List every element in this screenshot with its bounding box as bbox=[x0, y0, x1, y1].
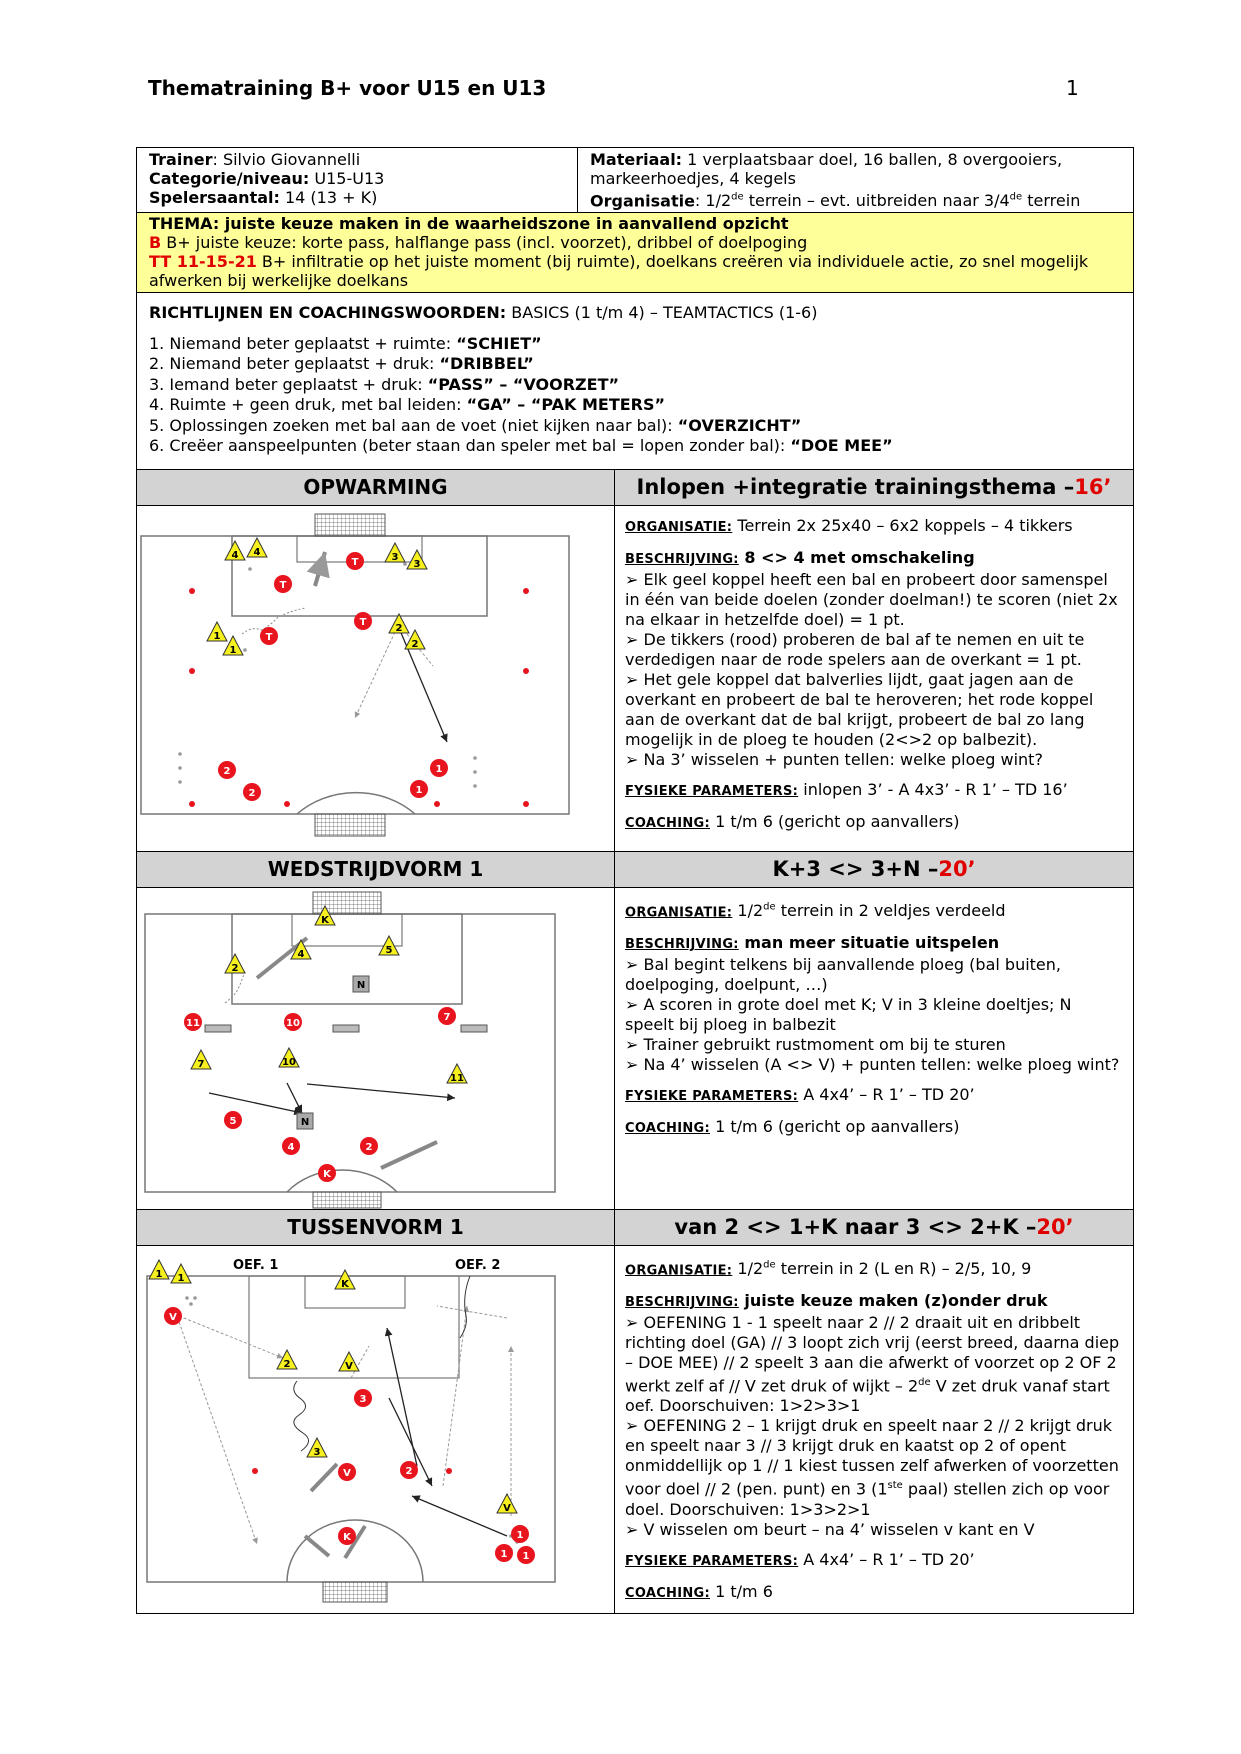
svg-text:1: 1 bbox=[500, 1548, 508, 1560]
organisatie-label: ORGANISATIE: bbox=[625, 905, 733, 921]
basics-text: B+ juiste keuze: korte pass, halflange pass (incl. voorzet), dribbel of doelpoging bbox=[161, 233, 808, 253]
text-wedstrijdvorm bbox=[615, 888, 1133, 1209]
pitch-diagram bbox=[137, 888, 614, 1209]
svg-text:1: 1 bbox=[213, 630, 221, 642]
svg-text:5: 5 bbox=[385, 944, 393, 956]
section-subtitle: Inlopen +integratie trainingsthema – 16’ bbox=[636, 475, 1112, 500]
oef1-label: OEF. 1 bbox=[233, 1257, 279, 1273]
spelers-value: 14 (13 + K) bbox=[284, 188, 378, 207]
organisatie-value: : 1/2de terrein – evt. uitbreiden naar 3/4de terrein bbox=[694, 191, 1081, 211]
svg-text:2: 2 bbox=[395, 622, 403, 634]
richtlijnen-block bbox=[137, 293, 1133, 470]
bullet-item: ➢ OEFENING 2 – 1 krijgt druk en speelt naar 2 // 2 krijgt druk en speelt naar 3 // 3 krijgt druk en kaatst op 2 of opent onmiddellijk op 1 // 1 kiest tussen zelf afwerken of voorzetten voor doel // 2 (pen. punt) en 3 (1ste paal) stellen zich op voor doel. Doorschuiven: 1>3>2>1 bbox=[625, 1416, 1119, 1519]
organisatie-label: ORGANISATIE: bbox=[625, 519, 733, 535]
svg-text:N: N bbox=[356, 979, 366, 991]
bullet-item: ➢ De tikkers (rood) proberen de bal af te nemen en uit te verdedigen naar de rode spelers aan de overkant = 1 pt. bbox=[625, 629, 1085, 669]
coaching-label: COACHING: bbox=[625, 815, 711, 831]
svg-text:T: T bbox=[351, 556, 359, 568]
svg-text:V: V bbox=[503, 1502, 511, 1514]
svg-text:10: 10 bbox=[282, 1056, 296, 1068]
fysieke-text: A 4x4’ – R 1’ – TD 20’ bbox=[798, 1085, 975, 1105]
richtlijn-item: 2. Niemand beter geplaatst + druk: “DRIBBEL” bbox=[149, 354, 534, 374]
bullet-item: ➢ Het gele koppel dat balverlies lijdt, gaat jagen aan de overkant en probeert de bal te heroveren; het rode koppel aan de overkant dat de bal krijgt, probeert de bal zo lang mogelijk in de ploeg te houden (2<>2 op balbezit). bbox=[625, 669, 1094, 749]
beschrijving-label: BESCHRIJVING: bbox=[625, 937, 739, 953]
svg-text:T: T bbox=[359, 616, 367, 628]
section-title: WEDSTRIJDVORM 1 bbox=[137, 852, 615, 887]
svg-text:3: 3 bbox=[359, 1393, 367, 1405]
svg-text:V: V bbox=[169, 1311, 177, 1323]
richtlijn-item: 1. Niemand beter geplaatst + ruimte: “SCHIET” bbox=[149, 333, 542, 353]
bullet-item: ➢ A scoren in grote doel met K; V in 3 kleine doeltjes; N speelt bij ploeg in balbezit bbox=[625, 995, 1072, 1035]
info-row bbox=[137, 148, 1133, 212]
materiaal-label: Materiaal: bbox=[590, 150, 683, 169]
svg-text:2: 2 bbox=[411, 638, 419, 650]
svg-text:2: 2 bbox=[283, 1358, 291, 1370]
bullet-item: ➢ Bal begint telkens bij aanvallende ploeg (bal buiten, doelpoging, doelpunt, …) bbox=[625, 955, 1061, 995]
thema-title: THEMA: juiste keuze maken in de waarheidszone in aanvallend opzicht bbox=[149, 214, 789, 234]
bullet-item: ➢ OEFENING 1 - 1 speelt naar 2 // 2 draait uit en dribbelt richting doel (GA) // 3 loopt zich vrij (eerst breed, daarna diep – DOE MEE) // 2 speelt 3 aan die afwerkt of voorzet op 2 OF 2 werkt zelf af // V zet druk of wijkt – 2de V zet druk vanaf start oef. Doorschuiven: 1>2>3>1 bbox=[625, 1313, 1120, 1416]
pitch-diagram bbox=[137, 506, 614, 851]
svg-text:K: K bbox=[323, 1168, 331, 1180]
svg-text:4: 4 bbox=[231, 549, 239, 561]
bullet-item: ➢ Na 3’ wisselen + punten tellen: welke ploeg wint? bbox=[625, 749, 1043, 769]
fysieke-label: FYSIEKE PARAMETERS: bbox=[625, 783, 799, 799]
svg-text:K: K bbox=[341, 1278, 349, 1290]
basics-label: B bbox=[149, 233, 162, 253]
svg-text:3: 3 bbox=[413, 558, 421, 570]
svg-text:3: 3 bbox=[313, 1446, 321, 1458]
beschrijving-title: juiste keuze maken (z)onder druk bbox=[738, 1291, 1048, 1311]
coaching-label: COACHING: bbox=[625, 1121, 711, 1137]
coaching-text: 1 t/m 6 (gericht op aanvallers) bbox=[710, 811, 960, 831]
bullet-item: ➢ Trainer gebruikt rustmoment om bij te sturen bbox=[625, 1035, 1006, 1055]
categorie-value: U15-U13 bbox=[314, 169, 385, 188]
svg-text:1: 1 bbox=[229, 644, 237, 656]
svg-text:V: V bbox=[345, 1360, 353, 1372]
fysieke-label: FYSIEKE PARAMETERS: bbox=[625, 1089, 799, 1105]
svg-text:2: 2 bbox=[223, 765, 231, 777]
training-sheet bbox=[136, 147, 1134, 1614]
section-title: OPWARMING bbox=[137, 470, 615, 505]
organisatie-label: Organisatie bbox=[590, 191, 695, 211]
svg-text:4: 4 bbox=[287, 1141, 295, 1153]
section-body-wedstrijdvorm bbox=[137, 888, 1133, 1210]
coaching-text: 1 t/m 6 bbox=[710, 1581, 773, 1601]
svg-text:1: 1 bbox=[435, 763, 443, 775]
text-opwarming bbox=[615, 506, 1133, 851]
richtlijn-item: 5. Oplossingen zoeken met bal aan de voet (niet kijken naar bal): “OVERZICHT” bbox=[149, 415, 802, 435]
beschrijving-label: BESCHRIJVING: bbox=[625, 551, 739, 567]
svg-text:4: 4 bbox=[253, 546, 261, 558]
svg-text:1: 1 bbox=[415, 784, 423, 796]
svg-text:K: K bbox=[321, 914, 329, 926]
trainer-label: Trainer bbox=[149, 150, 213, 169]
oef2-label: OEF. 2 bbox=[455, 1257, 501, 1273]
section-duration: 20’ bbox=[938, 857, 976, 882]
svg-text:7: 7 bbox=[443, 1011, 451, 1023]
svg-text:1: 1 bbox=[155, 1268, 163, 1280]
teamtactics-label: TT 11-15-21 bbox=[149, 252, 257, 272]
bullet-item: ➢ Na 4’ wisselen (A <> V) + punten tellen: welke ploeg wint? bbox=[625, 1055, 1120, 1075]
organisatie-label: ORGANISATIE: bbox=[625, 1263, 733, 1279]
diagram-tussenvorm bbox=[137, 1246, 615, 1613]
svg-text:2: 2 bbox=[231, 962, 239, 974]
svg-text:T: T bbox=[279, 579, 287, 591]
svg-text:T: T bbox=[265, 631, 273, 643]
svg-text:1: 1 bbox=[177, 1272, 185, 1284]
thema-block bbox=[137, 212, 1133, 293]
spelers-label: Spelersaantal: bbox=[149, 188, 280, 207]
richtlijn-item: 4. Ruimte + geen druk, met bal leiden: “GA” – “PAK METERS” bbox=[149, 395, 666, 415]
svg-text:4: 4 bbox=[297, 948, 305, 960]
coaching-text: 1 t/m 6 (gericht op aanvallers) bbox=[710, 1117, 960, 1137]
categorie-label: Categorie/niveau: bbox=[149, 169, 310, 188]
section-body-opwarming bbox=[137, 506, 1133, 852]
svg-text:1: 1 bbox=[516, 1529, 524, 1541]
section-header-wedstrijdvorm bbox=[137, 852, 1133, 888]
diagram-opwarming bbox=[137, 506, 615, 851]
bullet-item: ➢ V wisselen om beurt – na 4’ wisselen v kant en V bbox=[625, 1519, 1035, 1539]
svg-text:5: 5 bbox=[229, 1115, 237, 1127]
organisatie-text: 1/2de terrein in 2 (L en R) – 2/5, 10, 9 bbox=[732, 1259, 1032, 1279]
section-duration: 16’ bbox=[1074, 475, 1112, 500]
richtlijn-item: 6. Creëer aanspeelpunten (beter staan dan speler met bal = lopen zonder bal): “DOE MEE” bbox=[149, 436, 893, 456]
diagram-wedstrijdvorm bbox=[137, 888, 615, 1209]
bullet-item: ➢ Elk geel koppel heeft een bal en probeert door samenspel in één van beide doelen (zonder doelman!) te scoren (niet 2x na elkaar in hetzelfde doel) = 1 pt. bbox=[625, 569, 1118, 629]
svg-text:2: 2 bbox=[365, 1141, 373, 1153]
page-number: 1 bbox=[1066, 76, 1079, 100]
richtlijnen-title: RICHTLIJNEN EN COACHINGSWOORDEN: bbox=[149, 303, 507, 323]
svg-text:3: 3 bbox=[391, 551, 399, 563]
richtlijn-item: 3. Iemand beter geplaatst + druk: “PASS” – “VOORZET” bbox=[149, 374, 620, 394]
fysieke-text: A 4x4’ – R 1’ – TD 20’ bbox=[798, 1549, 975, 1569]
section-duration: 20’ bbox=[1036, 1215, 1074, 1240]
section-subtitle: van 2 <> 1+K naar 3 <> 2+K – 20’ bbox=[674, 1215, 1074, 1240]
trainer-value: Silvio Giovannelli bbox=[222, 150, 361, 169]
section-subtitle: K+3 <> 3+N – 20’ bbox=[772, 857, 976, 882]
svg-text:7: 7 bbox=[197, 1058, 205, 1070]
richtlijnen-subtitle: BASICS (1 t/m 4) – TEAMTACTICS (1-6) bbox=[506, 303, 818, 323]
fysieke-text: inlopen 3’ - A 4x3’ - R 1’ – TD 16’ bbox=[798, 779, 1068, 799]
section-header-tussenvorm bbox=[137, 1210, 1133, 1246]
coaching-label: COACHING: bbox=[625, 1585, 711, 1601]
section-header-opwarming bbox=[137, 470, 1133, 506]
svg-text:11: 11 bbox=[186, 1017, 200, 1029]
organisatie-text: 1/2de terrein in 2 veldjes verdeeld bbox=[732, 901, 1006, 921]
organisatie-text: Terrein 2x 25x40 – 6x2 koppels – 4 tikkers bbox=[732, 515, 1073, 535]
teamtactics-text: B+ infiltratie op het juiste moment (bij ruimte), doelkans creëren via individuele actie, zo snel mogelijk afwerken bij werkelijke doelkans bbox=[149, 252, 1089, 291]
materiaal-value: 1 verplaatsbaar doel, 16 ballen, 8 overgooiers, markeerhoedjes, 4 kegels bbox=[590, 150, 1063, 188]
info-right bbox=[578, 148, 1133, 212]
fysieke-label: FYSIEKE PARAMETERS: bbox=[625, 1553, 799, 1569]
page-title: Thematraining B+ voor U15 en U13 bbox=[148, 76, 547, 100]
svg-text:V: V bbox=[343, 1467, 351, 1479]
pitch-diagram bbox=[137, 1246, 614, 1613]
info-left: Trainer: Silvio Giovannelli Categorie/niveau: U15-U13 Spelersaantal: 14 (13 + K) bbox=[137, 148, 578, 212]
section-body-tussenvorm bbox=[137, 1246, 1133, 1613]
svg-text:2: 2 bbox=[248, 787, 256, 799]
beschrijving-label: BESCHRIJVING: bbox=[625, 1295, 739, 1311]
text-tussenvorm bbox=[615, 1246, 1133, 1613]
svg-text:2: 2 bbox=[405, 1465, 413, 1477]
beschrijving-title: man meer situatie uitspelen bbox=[738, 933, 1000, 953]
svg-text:K: K bbox=[343, 1531, 351, 1543]
svg-text:N: N bbox=[300, 1116, 310, 1128]
svg-text:1: 1 bbox=[522, 1550, 530, 1562]
svg-text:11: 11 bbox=[450, 1072, 464, 1084]
beschrijving-title: 8 <> 4 met omschakeling bbox=[738, 547, 975, 567]
section-title: TUSSENVORM 1 bbox=[137, 1210, 615, 1245]
svg-text:10: 10 bbox=[286, 1017, 300, 1029]
